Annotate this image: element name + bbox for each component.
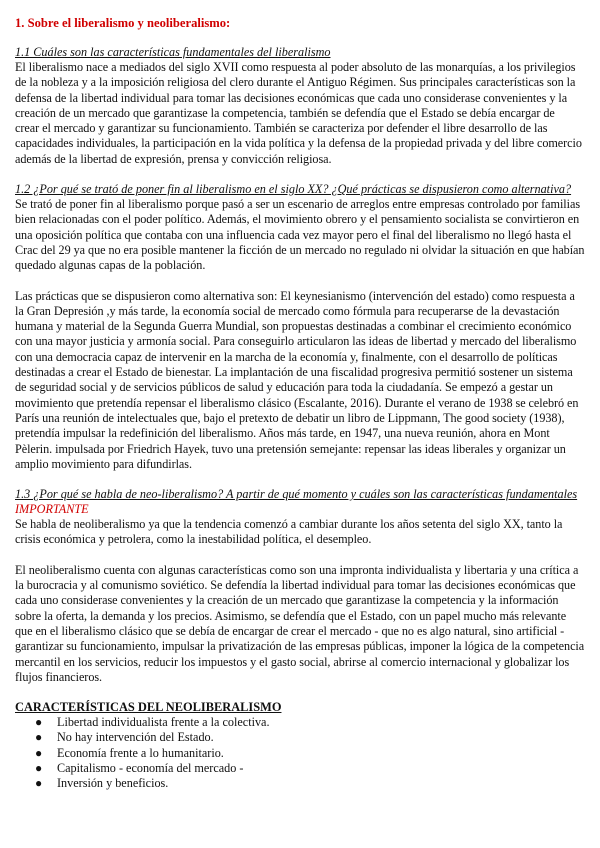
- list-item-text: No hay intervención del Estado.: [57, 730, 214, 745]
- text-line: de seguridad social y de servicios públicos de salud y educación para toda la ciudadanía. Se empezó a gestar un: [15, 380, 553, 395]
- important-label: IMPORTANTE: [15, 502, 89, 517]
- section-1-3-paragraph-2: [15, 563, 586, 685]
- text-line: crisis económica y petrolera, como la inestabilidad política, el desempleo.: [15, 532, 372, 547]
- characteristics-heading: CARACTERÍSTICAS DEL NEOLIBERALISMO: [15, 700, 282, 715]
- spacer: [15, 274, 586, 289]
- list-item: [35, 730, 586, 745]
- bullet-icon: ●: [35, 760, 43, 775]
- text-line: la burocracia y al comunismo soviético. Se defendía la libertad individual para tomar las decisiones económicas que: [15, 578, 576, 593]
- text-line: Pèlerin. impulsada por Friedrich Hayek, tuvo una pretensión semejante: repensar las ideas liberales y organizar un: [15, 441, 566, 456]
- text-line: El neoliberalismo cuenta con algunas características como son una impronta individualista y libertaria y una crítica a: [15, 562, 579, 577]
- spacer: [15, 167, 586, 182]
- text-line: garantizar su funcionamiento, impulsar la privatización de las empresas públicas, imponer la lógica de la competencia: [15, 639, 585, 654]
- text-line: la Gran Depresión ,y más tarde, la economía social de mercado como fórmula para recuperarse de la devastación: [15, 303, 560, 318]
- text-line: amplio movimiento para difundirlas.: [15, 456, 192, 471]
- text-line: además de la libertad de expresión, prensa y convicción religiosa.: [15, 151, 332, 166]
- bullet-icon: ●: [35, 745, 43, 760]
- text-line: sobre la oferta, la demanda y los precios. Asimismo, se defendía que el Estado, con un papel mucho más relevante: [15, 608, 567, 623]
- spacer: [15, 31, 586, 45]
- spacer: [15, 472, 586, 487]
- text-line: Las prácticas que se dispusieron como alternativa son: El keynesianismo (intervención del estado) como respuesta a: [15, 288, 575, 303]
- list-item: [35, 715, 586, 730]
- section-1-3-paragraph-1: [15, 517, 586, 548]
- list-item: [35, 746, 586, 761]
- list-item: [35, 761, 586, 776]
- text-line: una oposición política que contaba con una influencia cada vez mayor pero el final del liberalismo no llegó hasta el: [15, 227, 572, 242]
- text-line: que en el liberalismo clásico que se debía de encargar de crear el mercado - que no es algo natural, sino artificial -: [15, 623, 565, 638]
- section-1-2-paragraph-1: [15, 197, 586, 273]
- list-item: [35, 776, 586, 791]
- text-line: pretendía impulsar la redefinición del liberalismo. Años más tarde, en 1947, una nueva reunión, ahora en Mont: [15, 426, 550, 441]
- text-line: Crac del 29 ya que no era posible mantener la ficción de un mercado no regulado ni olvidar la situación en que habían: [15, 242, 585, 257]
- text-line: creación de un mercado que garantizase la competencia, también se defendía que el Estado se debía encargar de: [15, 105, 555, 120]
- text-line: cada uno considerase convenientes y la creación de un mercado que garantizase la competencia y la información: [15, 593, 559, 608]
- section-1-1-paragraph: [15, 60, 586, 167]
- list-item-text: Economía frente a lo humanitario.: [57, 745, 224, 760]
- text-line: bien relacionadas con el poder político. Además, el movimiento obrero y el pensamiento socialista se convirtieron en: [15, 212, 580, 227]
- text-line: crear el mercado y garantizar su funcionamiento. También se caracteriza por defender el libre desarrollo de las: [15, 121, 548, 136]
- text-line: capacidades individuales, la participación en la vida política y la defensa de la propiedad privada y del libre comercio: [15, 136, 582, 151]
- text-line: El liberalismo nace a mediados del siglo XVII como respuesta al poder absoluto de las monarquías, a los privilegios: [15, 60, 576, 74]
- bullet-icon: ●: [35, 715, 43, 730]
- text-line: Se trató de poner fin al liberalismo porque pasó a ser un escenario de arreglos entre empresas controlado por familias: [15, 197, 581, 212]
- text-line: París una reunión de intelectuales que, bajo el pretexto de debatir un libro de Lippmann, The good society (1938),: [15, 410, 565, 425]
- text-line: quedado algunas capas de la población.: [15, 258, 206, 273]
- characteristics-list: [15, 715, 586, 791]
- text-line: humana y material de la Segunda Guerra Mundial, son propuestas destinadas a combinar el crecimiento económico: [15, 319, 572, 334]
- list-item-text: Capitalismo - economía del mercado -: [57, 760, 244, 775]
- text-line: de la nobleza y a la imposición religiosa del clero durante el Antiguo Régimen. Sus principales características son la: [15, 75, 576, 90]
- section-1-2-paragraph-2: [15, 289, 586, 473]
- text-line: mercantil en los servicios, reducir los impuestos y el gasto social, abrirse al comercio internacional y globalizar los: [15, 654, 570, 669]
- bullet-icon: ●: [35, 775, 43, 790]
- text-line: defensa de la libertad individual para tomar las decisiones económicas que cada uno considerase convenientes y la: [15, 90, 568, 105]
- spacer: [15, 548, 586, 563]
- spacer: [15, 685, 586, 700]
- text-line: destinadas a crear el Estado de bienestar. La implantación de una fiscalidad progresiva permitió sostener un sistema: [15, 365, 573, 380]
- section-1-1-heading: 1.1 Cuáles son las características fundamentales del liberalismo: [15, 45, 331, 59]
- text-line: con una mayor justicia y armonía social. Para conseguirlo articularon las ideas de libertad y mercado del liberalismo: [15, 334, 577, 349]
- text-line: con una democracia capaz de intervenir en la marcha de la economía y, finalmente, con el desarrollo de políticas: [15, 349, 558, 364]
- document-title: 1. Sobre el liberalismo y neoliberalismo:: [15, 16, 231, 30]
- text-line: flujos financieros.: [15, 669, 103, 684]
- text-line: Se habla de neoliberalismo ya que la tendencia comenzó a cambiar durante los años setenta del siglo XX, tanto la: [15, 517, 563, 532]
- list-item-text: Libertad individualista frente a la colectiva.: [57, 715, 270, 730]
- section-1-2-heading: 1.2 ¿Por qué se trató de poner fin al liberalismo en el siglo XX? ¿Qué prácticas se dispusieron como alternativa?: [15, 182, 572, 197]
- bullet-icon: ●: [35, 730, 43, 745]
- section-1-3-heading: 1.3 ¿Por qué se habla de neo-liberalismo? A partir de qué momento y cuáles son las características fundamentales: [15, 487, 578, 502]
- list-item-text: Inversión y beneficios.: [57, 775, 169, 790]
- text-line: movimiento que pretendía repensar el liberalismo clásico (Escalante, 2016). Durante el verano de 1938 se celebró en: [15, 395, 579, 410]
